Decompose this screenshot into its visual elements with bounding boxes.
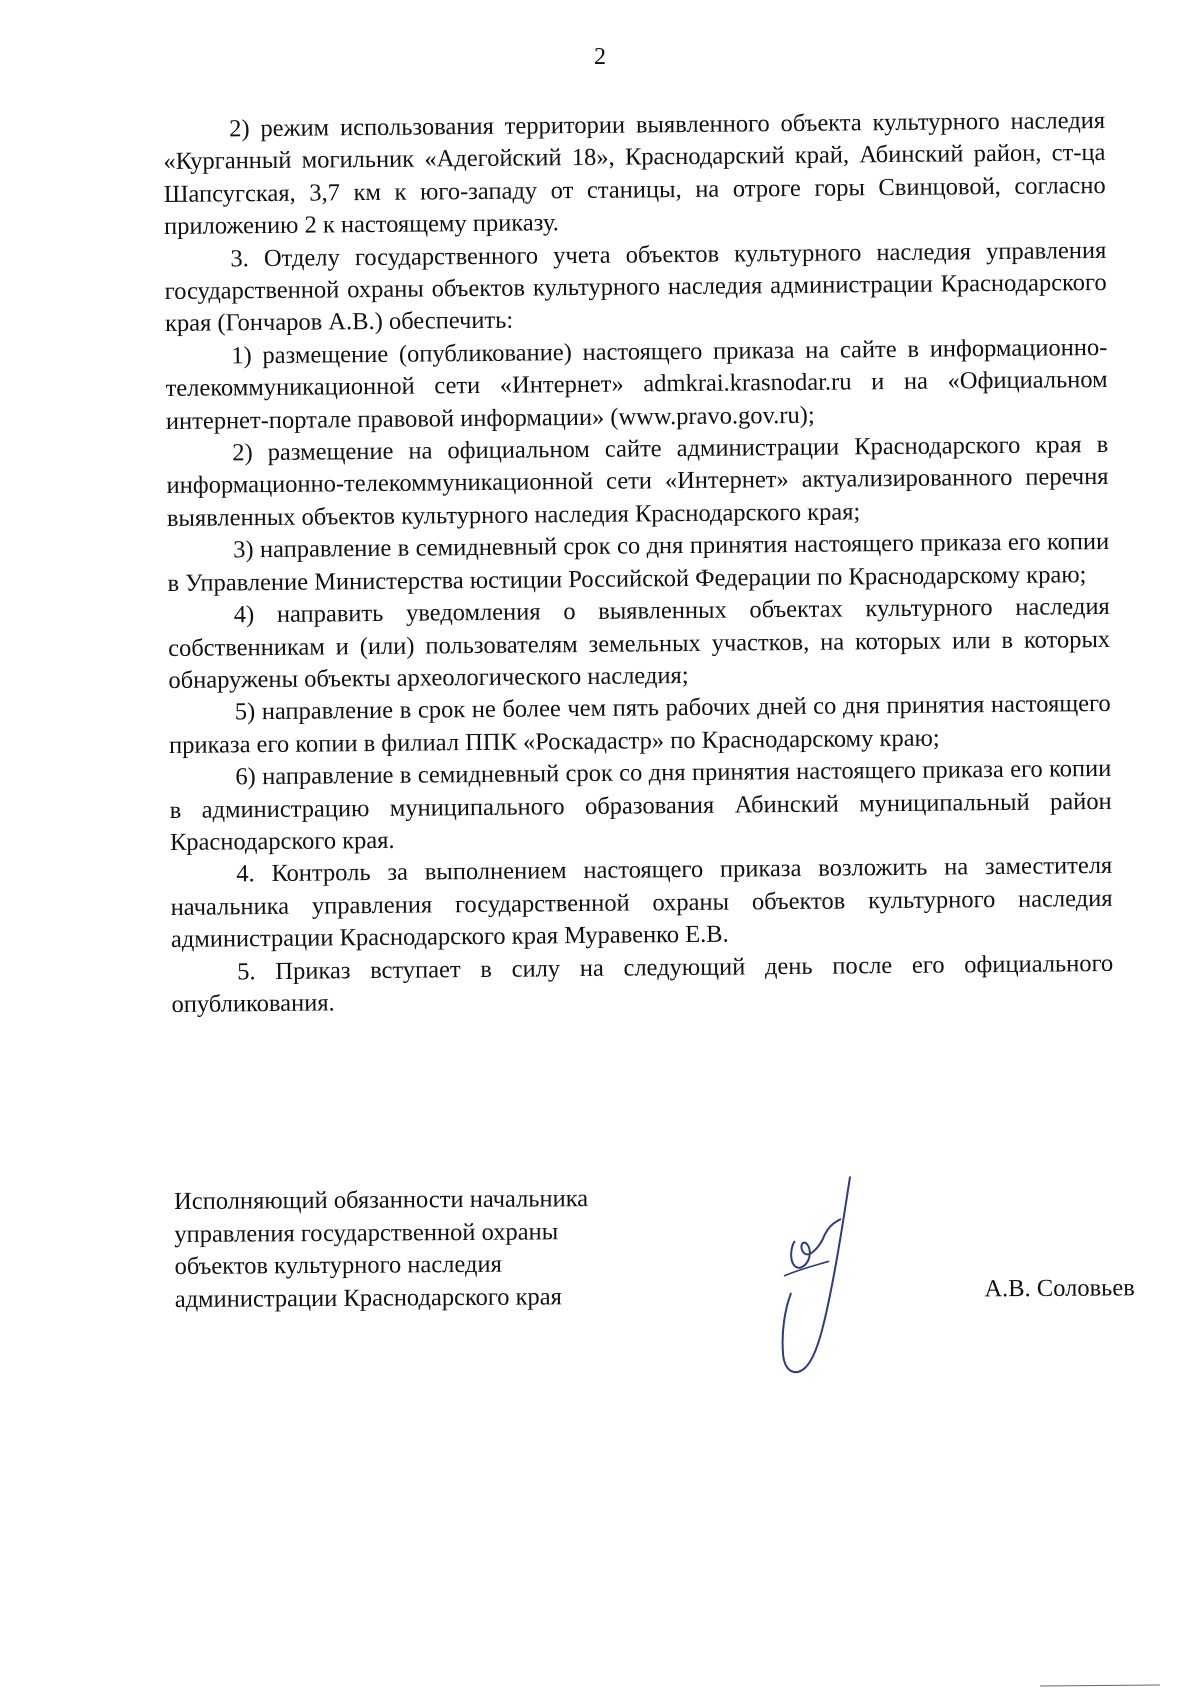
paragraph-subitem-ministry: 3) направление в семидневный срок со дня принятия настоящего приказа его копии в Управление Министерства юстиции Российской Федерации по Краснодарскому краю; [167,528,1110,597]
position-line: администрации Краснодарского края [174,1283,563,1313]
handwritten-signature [754,1171,865,1382]
paragraph-subitem-municipality: 6) направление в семидневный срок со дня принятия настоящего приказа его копии в администрацию муниципального образования Абинский муниципальный район Краснодарского края. [169,755,1112,856]
position-line: управления государственной охраны [174,1217,559,1248]
document-body [163,105,1114,1021]
scan-edge-line [1040,1684,1160,1688]
signature-stroke [791,1219,841,1267]
page-number: 2 [594,44,606,70]
position-line: Исполняющий обязанности начальника [174,1185,589,1215]
paragraph-item-4-control: 4. Контроль за выполнением настоящего приказа возложить на заместителя начальника управления государственной охраны объектов культурного наследия администрации Краснодарского края Муравенко Е.В. [170,852,1113,954]
signature-block [174,1179,1136,1406]
paragraph-subitem-roskadastr: 5) направление в срок не более чем пять рабочих дней со дня принятия настоящего приказа его копии в филиал ППК «Роскадастр» по Краснодарскому краю; [168,690,1111,759]
position-line: объектов культурного наследия [174,1250,502,1281]
paragraph-subitem-notifications: 4) направить уведомления о выявленных объектах культурного наследия собственникам и (или) пользователям земельных участков, на которых или в которых обнаружены объекты археологического наследия; [167,593,1111,694]
paragraph-territory-regime: 2) режим использования территории выявленного объекта культурного наследия «Курганный могильник «Адегойский 18», Краснодарский край, Абинский район, ст-ца Шапсугская, 3,7 км к юго-западу от станицы, на отроге горы Свинцовой, согласно приложению 2 к настоящему приказу. [163,106,1106,241]
signer-position [174,1183,589,1316]
paragraph-subitem-publication: 1) размещение (опубликование) настоящего приказа на сайте в информационно-телекоммуникационной сети «Интернет» admkrai.krasnodar.ru и на «Официальном интернет-портале правовой информации» (www.pravo.gov.ru); [165,333,1108,435]
signature-stroke [781,1177,851,1372]
signer-name: А.В. Соловьев [984,1274,1135,1303]
paragraph-item-5-effect: 5. Приказ вступает в силу на следующий день после его официального опубликования. [171,949,1114,1018]
paragraph-subitem-website: 2) размещение на официальном сайте администрации Краснодарского края в информационно-телекоммуникационной сети «Интернет» актуализированного перечня выявленных объектов культурного наследия Краснодарского края; [166,431,1109,532]
paragraph-item-3: 3. Отделу государственного учета объектов культурного наследия управления государственной охраны объектов культурного наследия администрации Краснодарского края (Гончаров А.В.) обеспечить: [164,236,1107,338]
